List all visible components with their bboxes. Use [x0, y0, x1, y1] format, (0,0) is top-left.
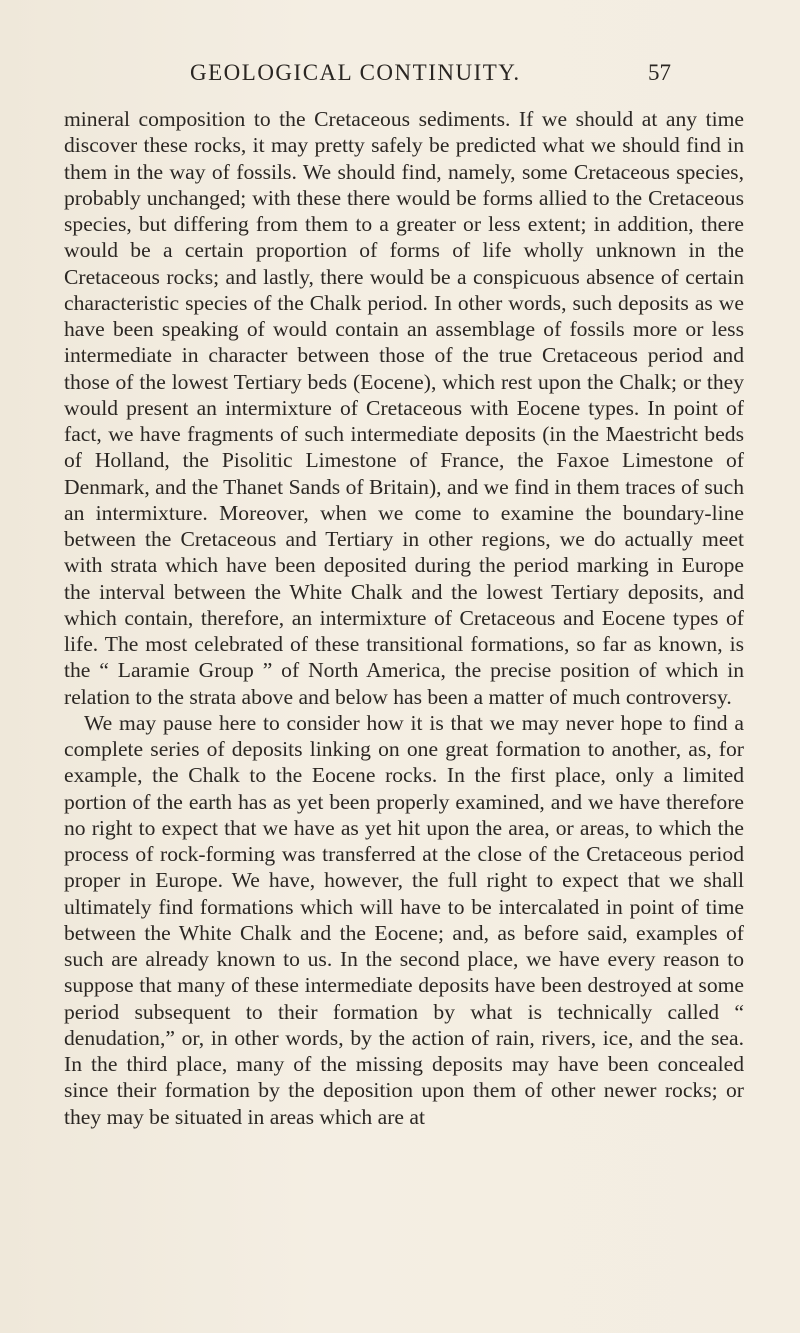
running-title: GEOLOGICAL CONTINUITY. — [190, 60, 521, 85]
page-header — [0, 60, 800, 96]
body-text — [64, 106, 744, 1130]
paragraph: We may pause here to consider how it is that we may never hope to find a complete series of deposits linking on one great formation to another, as, for example, the Chalk to the Eocene rocks. In the first place, only a limited portion of the earth has as yet been properly examined, and we have therefore no right to expect that we have as yet hit upon the area, or areas, to which the process of rock-forming was transferred at the close of the Cretaceous period proper in Europe. We have, however, the full right to expect that we shall ultimately find formations which will have to be intercalated in point of time between the White Chalk and the Eocene; and, as before said, examples of such are already known to us. In the second place, we have every reason to suppose that many of these intermediate deposits have been destroyed at some period subsequent to their formation by what is technically called “ denudation,” or, in other words, by the action of rain, rivers, ice, and the sea. In the third place, many of the missing deposits may have been concealed since their formation by the deposition upon them of other newer rocks; or they may be situated in areas which are at — [64, 710, 744, 1129]
page-number: 57 — [648, 60, 671, 85]
paragraph: mineral composition to the Cretaceous sediments. If we should at any time discover these rocks, it may pretty safely be predicted what we should find in them in the way of fossils. We should find, namely, some Cretaceous species, probably unchanged; with these there would be forms allied to the Cretaceous species, but differing from them to a greater or less extent; in addition, there would be a certain proportion of forms of life wholly unknown in the Cretaceous rocks; and lastly, there would be a conspicuous absence of certain characteristic species of the Chalk period. In other words, such deposits as we have been speaking of would contain an assemblage of fossils more or less intermediate in character between those of the true Cretaceous period and those of the lowest Tertiary beds (Eocene), which rest upon the Chalk; or they would present an intermixture of Cretaceous with Eocene types. In point of fact, we have fragments of such intermediate deposits (in the Maestricht beds of Holland, the Pisolitic Limestone of France, the Faxoe Limestone of Denmark, and the Thanet Sands of Britain), and we find in them traces of such an intermixture. Moreover, when we come to examine the boundary-line between the Cretaceous and Tertiary in other regions, we do actually meet with strata which have been deposited during the period marking in Europe the interval between the White Chalk and the lowest Tertiary deposits, and which contain, therefore, an intermixture of Cretaceous and Eocene types of life. The most celebrated of these transitional formations, so far as known, is the “ Laramie Group ” of North America, the precise position of which in relation to the strata above and below has been a matter of much controversy. — [64, 107, 744, 709]
